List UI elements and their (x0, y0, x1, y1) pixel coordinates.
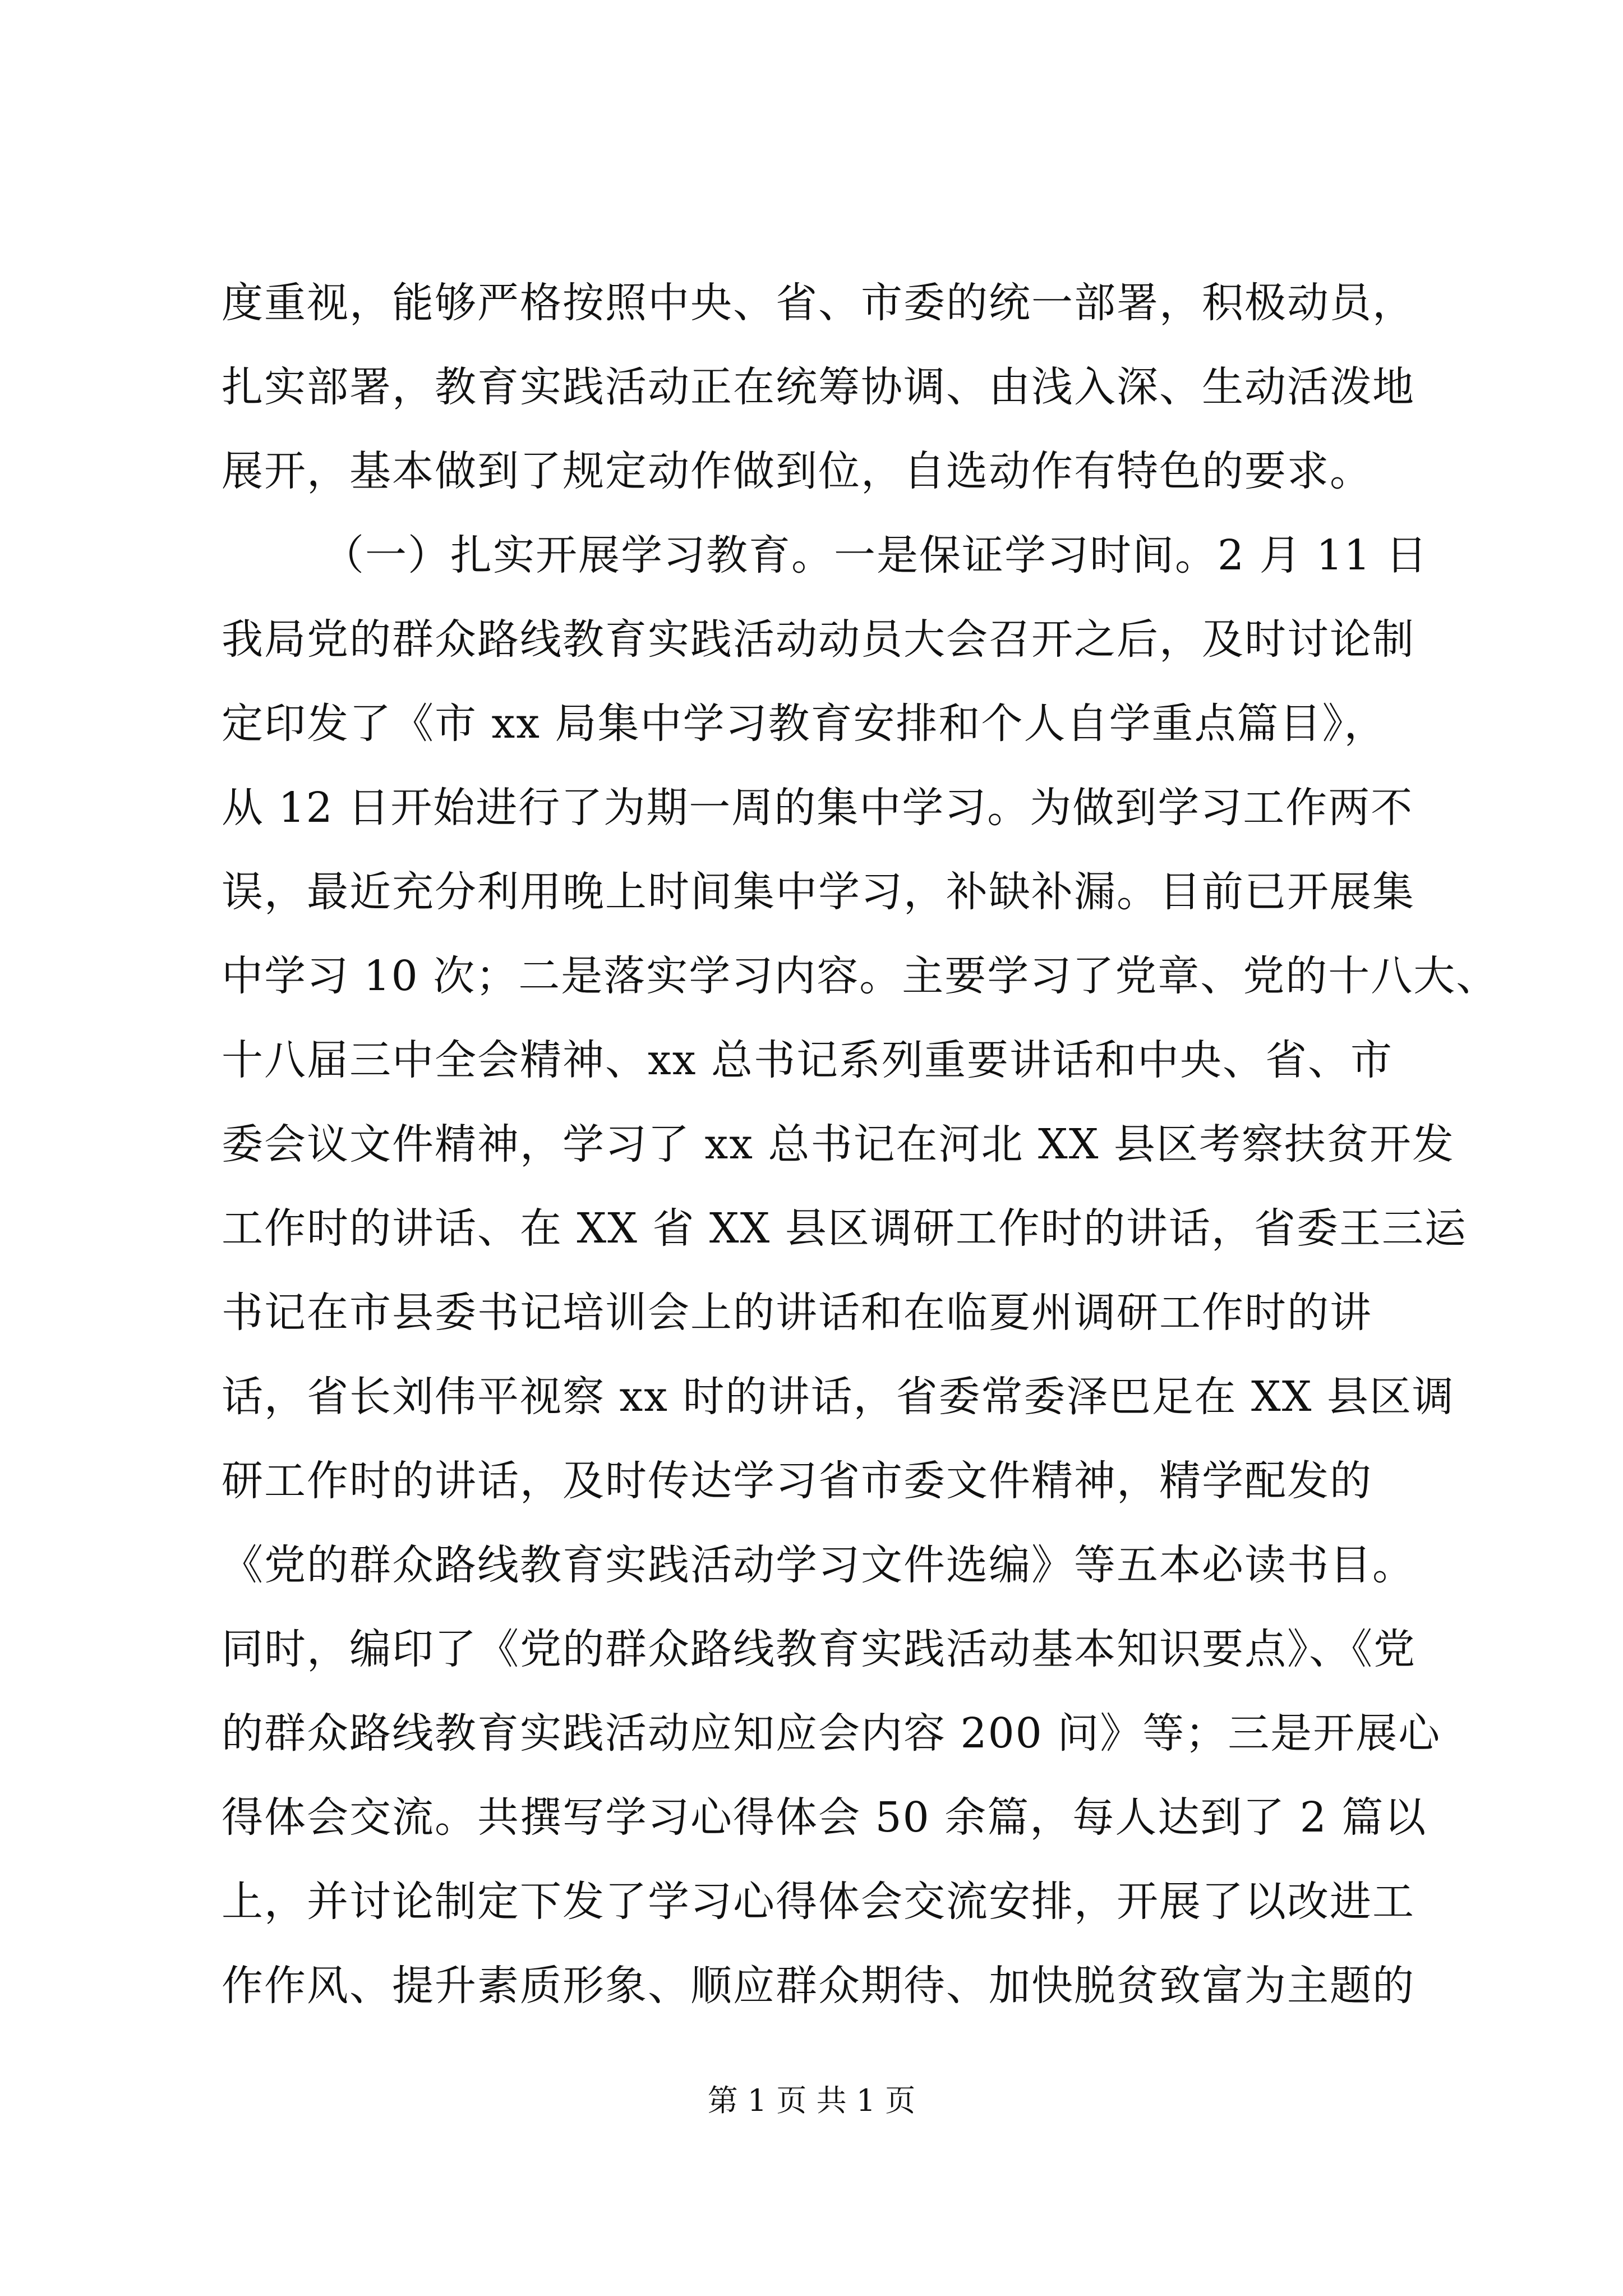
text-line: 展开，基本做到了规定动作做到位，自选动作有特色的要求。 (222, 447, 1372, 495)
text-line: 扎实部署，教育实践活动正在统筹协调、由浅入深、生动活泼地 (222, 363, 1415, 411)
page-number-footer: 第 1 页 共 1 页 (707, 2083, 916, 2118)
text-line: 话，省长刘伟平视察 xx 时的讲话，省委常委泽巴足在 XX 县区调 (222, 1373, 1455, 1421)
text-line: 得体会交流。共撰写学习心得体会 50 余篇，每人达到了 2 篇以 (222, 1793, 1427, 1842)
text-line: 研工作时的讲话，及时传达学习省市委文件精神，精学配发的 (222, 1457, 1372, 1505)
text-line: 我局党的群众路线教育实践活动动员大会召开之后，及时讨论制 (222, 615, 1415, 664)
text-line: 十八届三中全会精神、xx 总书记系列重要讲话和中央、省、市 (222, 1036, 1393, 1084)
text-line: 的群众路线教育实践活动应知应会内容 200 问》等；三是开展心 (222, 1709, 1441, 1757)
text-line: 《党的群众路线教育实践活动学习文件选编》等五本必读书目。 (222, 1541, 1415, 1589)
text-line: 委会议文件精神，学习了 xx 总书记在河北 XX 县区考察扶贫开发 (222, 1120, 1455, 1168)
text-line: 书记在市县委书记培训会上的讲话和在临夏州调研工作时的讲 (222, 1289, 1372, 1337)
text-line: 度重视，能够严格按照中央、省、市委的统一部署，积极动员， (222, 279, 1415, 327)
text-line: 工作时的讲话、在 XX 省 XX 县区调研工作时的讲话，省委王三运 (222, 1204, 1467, 1253)
text-line: 从 12 日开始进行了为期一周的集中学习。为做到学习工作两不 (222, 784, 1414, 832)
text-line: 上，并讨论制定下发了学习心得体会交流安排，开展了以改进工 (222, 1878, 1415, 1926)
text-line: 作作风、提升素质形象、顺应群众期待、加快脱贫致富为主题的 (222, 1962, 1415, 2010)
text-line: 定印发了《市 xx 局集中学习教育安排和个人自学重点篇目》， (222, 700, 1387, 748)
text-line: 中学习 10 次；二是落实学习内容。主要学习了党章、党的十八大、 (222, 952, 1499, 1000)
section-heading-line: （一）扎实开展学习教育。一是保证学习时间。2 月 11 日 (322, 531, 1428, 579)
text-line: 同时，编印了《党的群众路线教育实践活动基本知识要点》、《党 (222, 1625, 1416, 1673)
text-line: 误，最近充分利用晚上时间集中学习，补缺补漏。目前已开展集 (222, 868, 1415, 916)
